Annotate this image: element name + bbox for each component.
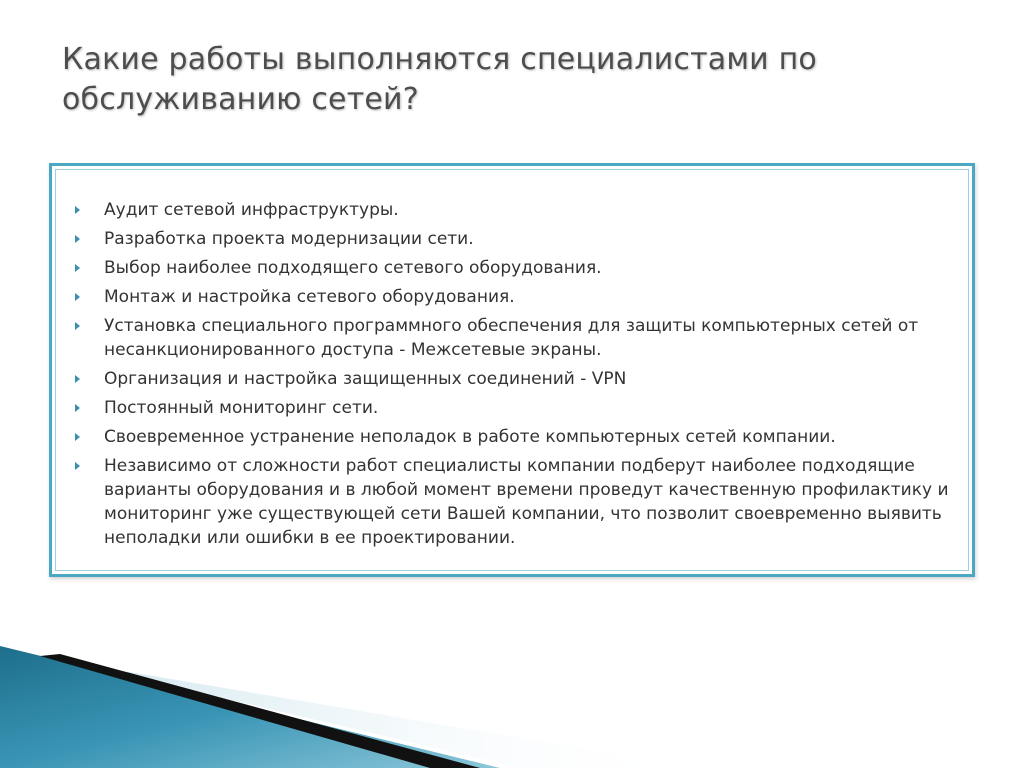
bullet-text: Организация и настройка защищенных соединений - VPN	[104, 369, 627, 389]
list-item	[72, 198, 952, 222]
triangle-bullet-icon	[75, 293, 80, 301]
slide-title: Какие работы выполняются специалистами по обслуживанию сетей?	[62, 42, 817, 117]
list-item	[72, 454, 952, 550]
bullet-text: Выбор наиболее подходящего сетевого оборудования.	[104, 258, 602, 278]
list-item	[72, 367, 952, 391]
triangle-bullet-icon	[75, 404, 80, 412]
list-item	[72, 396, 952, 420]
list-item	[72, 425, 952, 449]
bullet-text: Аудит сетевой инфраструктуры.	[104, 200, 399, 220]
bullet-text: Разработка проекта модернизации сети.	[104, 229, 474, 249]
content-box	[49, 163, 975, 577]
triangle-bullet-icon	[75, 235, 80, 243]
bullet-text: Установка специального программного обеспечения для защиты компьютерных сетей от несанкционированного доступа - Межсетевые экраны.	[104, 316, 919, 360]
triangle-bullet-icon	[75, 264, 80, 272]
decorative-swoosh	[0, 598, 1024, 768]
list-item	[72, 314, 952, 362]
triangle-bullet-icon	[75, 462, 80, 470]
bullet-text: Постоянный мониторинг сети.	[104, 398, 379, 418]
bullet-list	[72, 198, 952, 555]
list-item	[72, 285, 952, 309]
triangle-bullet-icon	[75, 375, 80, 383]
list-item	[72, 227, 952, 251]
list-item	[72, 256, 952, 280]
triangle-bullet-icon	[75, 433, 80, 441]
bullet-text: Монтаж и настройка сетевого оборудования.	[104, 287, 515, 307]
triangle-bullet-icon	[75, 206, 80, 214]
bullet-text: Независимо от сложности работ специалисты компании подберут наиболее подходящие варианты оборудования и в любой момент времени проведут качественную профилактику и мониторинг уже существующей сети Вашей компании, что позволит своевременно выявить неполадки или ошибки в ее проектировании.	[104, 456, 949, 548]
bullet-text: Своевременное устранение неполадок в работе компьютерных сетей компании.	[104, 427, 836, 447]
triangle-bullet-icon	[75, 322, 80, 330]
